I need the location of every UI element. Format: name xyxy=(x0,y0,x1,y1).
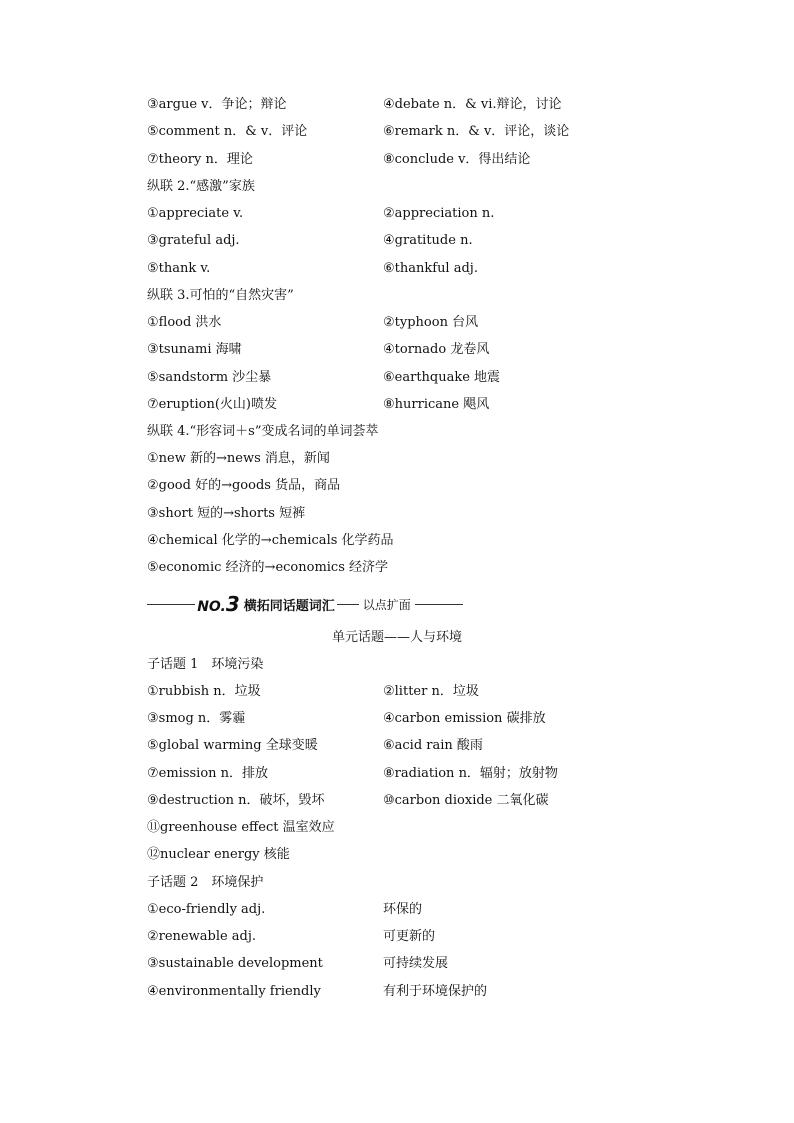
item-right: ⑥earthquake 地震 xyxy=(383,370,501,385)
list-item: ⑤economic 经济的→economics 经济学 xyxy=(147,560,389,575)
item-left: ⑪greenhouse effect 温室效应 xyxy=(147,820,335,835)
item-left: ③grateful adj. xyxy=(147,233,240,248)
item-right: ⑩carbon dioxide 二氧化碳 xyxy=(383,793,549,808)
item-right: ②litter n．垃圾 xyxy=(383,684,479,699)
section-heading-3: 纵联 3.可怕的“自然灾害” xyxy=(147,288,294,303)
list-item xyxy=(147,764,667,784)
item-left: ⑦theory n．理论 xyxy=(147,152,253,167)
banner-number: NO.3 xyxy=(197,592,240,616)
list-item xyxy=(147,954,667,974)
list-item xyxy=(147,95,667,115)
list-item xyxy=(147,791,667,811)
banner-subtitle: 以点扩面 xyxy=(362,597,411,612)
item-left: ①eco-friendly adj. xyxy=(147,902,266,917)
item-left: ④environmentally friendly xyxy=(147,984,321,999)
item-left: ⑦eruption(火山)喷发 xyxy=(147,397,277,412)
item-right: ②typhoon 台风 xyxy=(383,315,479,330)
list-item xyxy=(147,982,667,1002)
list-item xyxy=(147,204,667,224)
list-item xyxy=(147,736,667,756)
item-left: ⑤thank v. xyxy=(147,261,211,276)
item-left: ③smog n．雾霾 xyxy=(147,711,246,726)
item-right: 有利于环境保护的 xyxy=(383,984,488,999)
item-left: ⑨destruction n．破坏，毁坏 xyxy=(147,793,325,808)
item-right: 可更新的 xyxy=(383,929,436,944)
section-banner xyxy=(147,593,463,615)
banner-rule-mid xyxy=(337,604,359,605)
list-item xyxy=(147,927,667,947)
item-left: ①appreciate v. xyxy=(147,206,244,221)
list-item xyxy=(147,313,667,333)
item-right: 环保的 xyxy=(383,902,423,917)
item-right: ②appreciation n. xyxy=(383,206,495,221)
list-item xyxy=(147,231,667,251)
item-left: ⑤sandstorm 沙尘暴 xyxy=(147,370,272,385)
list-item xyxy=(147,368,667,388)
item-right: ⑧hurricane 飓风 xyxy=(383,397,490,412)
item-right: ⑥remark n．& v．评论，谈论 xyxy=(383,124,570,139)
item-right: ⑧radiation n．辐射；放射物 xyxy=(383,766,558,781)
item-left: ③sustainable development xyxy=(147,956,323,971)
list-item: ③short 短的→shorts 短裤 xyxy=(147,506,306,521)
item-left: ⑤global warming 全球变暖 xyxy=(147,738,318,753)
section-heading-2: 纵联 2.“感激”家族 xyxy=(147,179,255,194)
item-right: 可持续发展 xyxy=(383,956,449,971)
item-left: ①flood 洪水 xyxy=(147,315,222,330)
list-item xyxy=(147,845,667,865)
list-item xyxy=(147,259,667,279)
list-item xyxy=(147,150,667,170)
list-item xyxy=(147,395,667,415)
list-item xyxy=(147,709,667,729)
list-item xyxy=(147,900,667,920)
list-item xyxy=(147,340,667,360)
item-left: ⑤comment n．& v．评论 xyxy=(147,124,308,139)
item-right: ④gratitude n. xyxy=(383,233,473,248)
list-item xyxy=(147,818,667,838)
list-item xyxy=(147,682,667,702)
item-right: ⑥thankful adj. xyxy=(383,261,478,276)
list-item: ④chemical 化学的→chemicals 化学药品 xyxy=(147,533,394,548)
item-right: ⑧conclude v．得出结论 xyxy=(383,152,531,167)
subtopic-heading-1: 子话题 1 环境污染 xyxy=(147,657,264,672)
item-left: ①rubbish n．垃圾 xyxy=(147,684,261,699)
item-left: ③tsunami 海啸 xyxy=(147,342,242,357)
subtopic-heading-2: 子话题 2 环境保护 xyxy=(147,875,264,890)
item-left: ⑫nuclear energy 核能 xyxy=(147,847,290,862)
list-item xyxy=(147,122,667,142)
item-right: ⑥acid rain 酸雨 xyxy=(383,738,483,753)
banner-rule-left xyxy=(147,604,195,605)
unit-topic-title: 单元话题——人与环境 xyxy=(331,630,462,645)
item-right: ④carbon emission 碳排放 xyxy=(383,711,546,726)
item-left: ⑦emission n．排放 xyxy=(147,766,269,781)
item-right: ④debate n．& vi.辩论，讨论 xyxy=(383,97,562,112)
item-right: ④tornado 龙卷风 xyxy=(383,342,490,357)
list-item: ②good 好的→goods 货品，商品 xyxy=(147,478,341,493)
banner-rule-right xyxy=(415,604,463,605)
section-heading-4: 纵联 4.“形容词＋s”变成名词的单词荟萃 xyxy=(147,424,379,439)
item-left: ②renewable adj. xyxy=(147,929,257,944)
item-left: ③argue v．争论；辩论 xyxy=(147,97,287,112)
banner-title: 横拓同话题词汇 xyxy=(243,598,335,614)
list-item: ①new 新的→news 消息，新闻 xyxy=(147,451,330,466)
